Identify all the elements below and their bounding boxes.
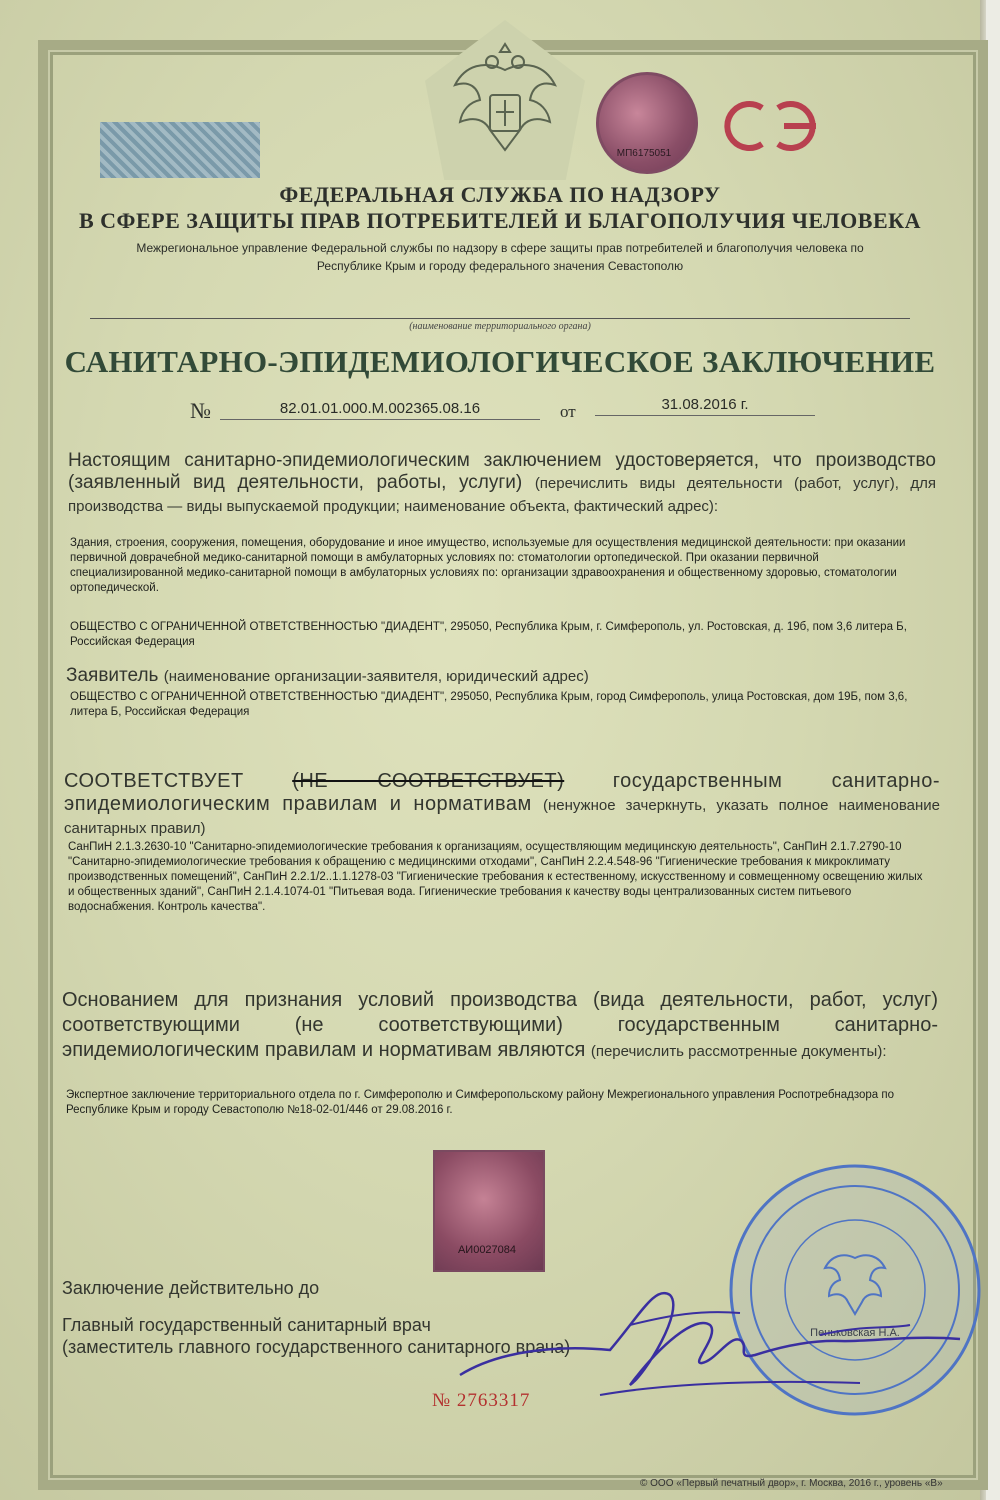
number-label: № [190,398,211,423]
certifies-paragraph [68,450,936,518]
certificate-number: 82.01.01.000.М.002365.08.16 [220,400,540,420]
basis-note: (перечислить рассмотренные документы): [590,1043,887,1060]
basis-paragraph [62,988,938,1064]
certificate-date: 31.08.2016 г. [595,396,815,416]
applicant-heading [66,665,936,688]
se-mark-text: СЭ [775,154,777,155]
basis-text: Основанием для признания условий производства (вида деятельности, работ, услуг) соответствующими (не соответствующими) государственным санитарно-эпидемиологическим правилам и нормативам являются [62,989,938,1061]
organ-rule [90,318,910,319]
regional-office-line1: Межрегиональное управление Федеральной службы по надзору в сфере защиты прав потребителей и благополучия человека по [136,241,864,255]
object-address: ОБЩЕСТВО С ОГРАНИЧЕННОЙ ОТВЕТСТВЕННОСТЬЮ "ДИАДЕНТ", 295050, Республика Крым, г. Симферополь, ул. Ростовская, д. 19б, пом 3,6 литера Б, Российская Федерация [70,621,907,648]
chief-doctor-line: Главный государственный санитарный врач [62,1315,431,1335]
agency-name-line2: В СФЕРЕ ЗАЩИТЫ ПРАВ ПОТРЕБИТЕЛЕЙ И БЛАГОПОЛУЧИЯ ЧЕЛОВЕКА [79,208,921,233]
certifies-intro: Настоящим санитарно-эпидемиологическим заключением удостоверяется, что производство (заявленный вид деятельности, работы, услуги) [68,450,936,493]
activity-description: Здания, строения, сооружения, помещения, оборудование и иное имущество, используемые для осуществления медицинской деятельности: при оказании первичной доврачебной медико-санитарной помощи в амбулаторных условиях по: стоматологии ортопедической. При оказании первичной специализированной медико-санитарной помощи в амбулаторных условиях по: организации здравоохранения и общественному здоровью, стоматологии ортопедической. [70,537,906,594]
form-serial-number: № 2763317 [432,1390,531,1411]
organ-caption: (наименование территориального органа) [409,321,591,332]
se-mark-logo [720,96,830,156]
applicant-value: ОБЩЕСТВО С ОГРАНИЧЕННОЙ ОТВЕТСТВЕННОСТЬЮ "ДИАДЕНТ", 295050, Республика Крым, город Симферополь, улица Ростовская, дом 19Б, пом 3,6, литера Б, Российская Федерация [70,691,908,718]
regional-office-line2: Республике Крым и городу федерального значения Севастополю [316,259,684,273]
compliance-word: СООТВЕТСТВУЕТ [64,770,244,792]
agency-name-line1: ФЕДЕРАЛЬНАЯ СЛУЖБА ПО НАДЗОРУ [279,182,721,207]
certifies-intro-note: (перечислить виды деятельности (работ, услуг), для производства — виды выпускаемой продукции; наименование объекта, фактический адрес): [68,475,936,515]
document-title: САНИТАРНО-ЭПИДЕМИОЛОГИЧЕСКОЕ ЗАКЛЮЧЕНИЕ [64,344,936,379]
deputy-doctor-line: (заместитель главного государственного санитарного врача) [62,1337,571,1357]
compliance-struck: (НЕ СООТВЕТСТВУЕТ) [292,770,565,792]
applicant-label: Заявитель [66,665,159,686]
applicant-note: (наименование организации-заявителя, юридический адрес) [163,668,589,685]
hologram-strip [100,122,260,178]
date-label: от [560,402,576,421]
double-headed-eagle-emblem [440,40,570,170]
printer-imprint: © ООО «Первый печатный двор», г. Москва, 2016 г., уровень «В» [640,1478,943,1489]
seal-official-name: Пеньковская Н.А. [810,1327,900,1339]
basis-documents: Экспертное заключение территориального отдела по г. Симферополю и Симферопольскому району Межрегионального управления Роспотребнадзора по Республике Крым и городу Севастополю №18-02-01/446 от 29.08.2016 г. [66,1089,895,1116]
compliance-rest: государственным санитарно-эпидемиологическим правилам и нормативам [64,770,941,815]
hologram-stamp-code: АИ0027084 [457,1244,517,1256]
validity-label: Заключение действительно до [62,1278,320,1298]
hologram-seal-code: МП6175051 [616,148,672,159]
sanitary-rules-list: СанПиН 2.1.3.2630-10 "Санитарно-эпидемиологические требования к организациям, осуществляющим медицинскую деятельность", СанПиН 2.1.7.2790-10 "Санитарно-эпидемиологические требования к обращению с медицинскими отходами", СанПиН 2.2.4.548-96 "Гигиенические требования к микроклимату производственных помещений", СанПиН 2.2.1/2..1.1.1278-03 "Гигиенические требования к естественному, искусственному и совмещенному освещению жилых и общественных зданий", СанПиН 2.1.4.1074-01 "Питьевая вода. Гигиенические требования к качеству воды централизованных систем питьевого водоснабжения. Контроль качества". [68,841,923,913]
compliance-paragraph [64,770,940,840]
compliance-note: (ненужное зачеркнуть, указать полное наименование санитарных правил) [64,797,941,837]
